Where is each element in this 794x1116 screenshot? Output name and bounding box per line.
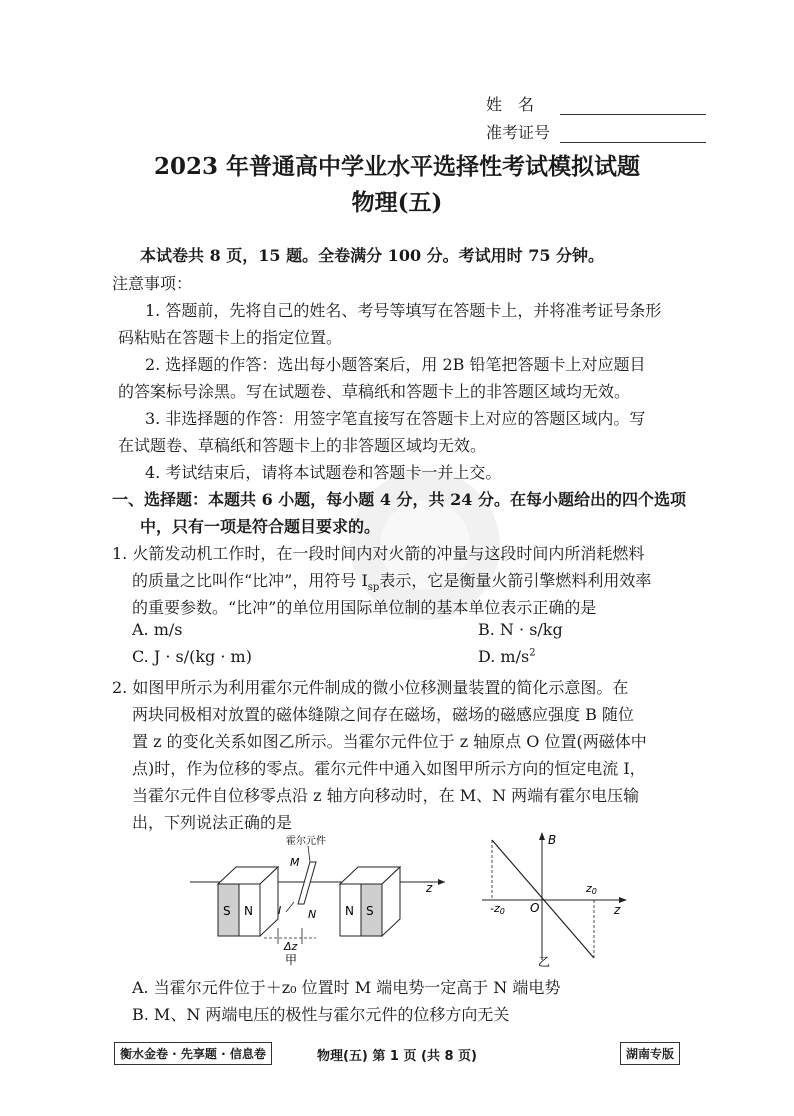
figure-yi bbox=[482, 830, 632, 970]
figure-jia bbox=[190, 832, 450, 968]
q1-option-d-text: D. m/s bbox=[478, 647, 530, 666]
note-line: 2. 选择题的作答：选出每小题答案后，用 2B 铅笔把答题卡上对应题目 bbox=[145, 355, 646, 374]
b-vs-z-line bbox=[492, 840, 594, 958]
z-axis-label: z bbox=[614, 903, 621, 917]
b-axis-label: B bbox=[548, 833, 557, 847]
figure-jia-caption: 甲 bbox=[285, 953, 298, 967]
q1-text: 的重要参数。“比冲”的单位用国际单位制的基本单位表示正确的是 bbox=[132, 598, 597, 617]
pos-z0-sub: 0 bbox=[591, 887, 597, 896]
pole-label: N bbox=[244, 904, 253, 918]
q2-text: 出，下列说法正确的是 bbox=[132, 813, 293, 832]
q1-text: 1. 火箭发动机工作时，在一段时间内对火箭的冲量与这段时间内所消耗燃料 bbox=[112, 544, 645, 563]
q2-text: 两块同极相对放置的磁体缝隙之间存在磁场，磁场的磁感应强度 B 随位 bbox=[132, 705, 634, 724]
note-line: 4. 考试结束后，请将本试题卷和答题卡一并上交。 bbox=[145, 463, 502, 482]
q1-option-a: A. m/s bbox=[132, 620, 183, 639]
current-arrow bbox=[286, 902, 294, 912]
q2-text: 点)时，作为位移的零点。霍尔元件中通入如图甲所示方向的恒定电流 I， bbox=[132, 759, 646, 778]
exam-id-field bbox=[486, 120, 706, 143]
q2-option-b: B. M、N 两端电压的极性与霍尔元件的位移方向无关 bbox=[132, 1005, 510, 1024]
origin-label: O bbox=[530, 901, 540, 915]
figure-yi-caption: 乙 bbox=[538, 955, 551, 969]
footer-edition: 湖南专版 bbox=[620, 1042, 680, 1065]
q2-text: 置 z 的变化关系如图乙所示。当霍尔元件位于 z 轴原点 O 位置(两磁体中 bbox=[132, 732, 647, 751]
z-axis-label: z bbox=[426, 881, 433, 895]
q1-option-c: C. J · s/(kg · m) bbox=[132, 647, 252, 666]
current-i-label: I bbox=[278, 904, 282, 917]
note-line: 1. 答题前，先将自己的姓名、考号等填写在答题卡上，并将准考证号条形 bbox=[145, 301, 662, 320]
pos-z0-label bbox=[585, 882, 597, 896]
section-heading-cont: 中，只有一项是符合题目要求的。 bbox=[140, 517, 381, 536]
exam-title: 2023 年普通高中学业水平选择性考试模拟试题 bbox=[153, 153, 641, 180]
hall-element bbox=[298, 862, 316, 904]
note-line: 码粘贴在答题卡上的指定位置。 bbox=[118, 328, 343, 347]
footer-publisher: 衡水金卷 · 先享题 · 信息卷 bbox=[114, 1042, 272, 1065]
q1-option-b: B. N · s/kg bbox=[478, 620, 563, 639]
q1-text bbox=[132, 568, 651, 593]
exam-id-label: 准考证号 bbox=[486, 123, 551, 142]
exam-id-blank bbox=[560, 124, 706, 143]
hall-element-label: 霍尔元件 bbox=[286, 836, 326, 847]
z-axis-arrow bbox=[438, 879, 445, 885]
footer-page-number: 物理(五) 第 1 页 (共 8 页) bbox=[316, 1049, 477, 1064]
neg-z0-label bbox=[490, 902, 505, 916]
dz-label: Δz bbox=[284, 940, 298, 953]
q1-option-d bbox=[478, 647, 536, 666]
note-line: 在试题卷、草稿纸和答题卡上的非答题区域均无效。 bbox=[118, 436, 487, 455]
terminal-m-label: M bbox=[290, 856, 300, 869]
isp-subscript: sp bbox=[367, 582, 380, 594]
hall-leader-line bbox=[308, 846, 310, 862]
b-axis-arrow bbox=[539, 832, 545, 840]
pole-label: S bbox=[366, 904, 374, 918]
terminal-n-label: N bbox=[308, 908, 317, 921]
name-blank bbox=[560, 96, 706, 115]
pole-label: S bbox=[223, 904, 231, 918]
q1-text-part: 表示，它是衡量火箭引擎燃料利用效率 bbox=[379, 571, 652, 590]
q1-text-part: 的质量之比叫作“比冲”，用符号 I bbox=[132, 571, 368, 590]
q2-text: 当霍尔元件自位移零点沿 z 轴方向移动时，在 M、N 两端有霍尔电压输 bbox=[132, 786, 640, 805]
q1-option-d-sup: 2 bbox=[529, 647, 536, 659]
name-field bbox=[486, 92, 706, 115]
section-heading: 一、选择题：本题共 6 小题，每小题 4 分，共 24 分。在每小题给出的四个选项 bbox=[112, 490, 686, 509]
note-line: 3. 非选择题的作答：用签字笔直接写在答题卡上对应的答题区域内。写 bbox=[145, 409, 646, 428]
neg-z0-sub: 0 bbox=[499, 907, 505, 916]
exam-intro: 本试卷共 8 页，15 题。全卷满分 100 分。考试用时 75 分钟。 bbox=[140, 246, 605, 265]
pole-label: N bbox=[345, 904, 354, 918]
pos-z0-text: z bbox=[586, 882, 592, 895]
notes-heading: 注意事项： bbox=[112, 274, 193, 293]
exam-subtitle: 物理(五) bbox=[351, 189, 443, 216]
q2-text: 2. 如图甲所示为利用霍尔元件制成的微小位移测量装置的简化示意图。在 bbox=[112, 678, 629, 697]
note-line: 的答案标号涂黑。写在试题卷、草稿纸和答题卡上的非答题区域均无效。 bbox=[118, 382, 631, 401]
name-label: 姓 名 bbox=[486, 95, 535, 114]
q2-option-a: A. 当霍尔元件位于＋z₀ 位置时 M 端电势一定高于 N 端电势 bbox=[132, 978, 561, 997]
neg-z0-text: -z bbox=[490, 902, 500, 915]
